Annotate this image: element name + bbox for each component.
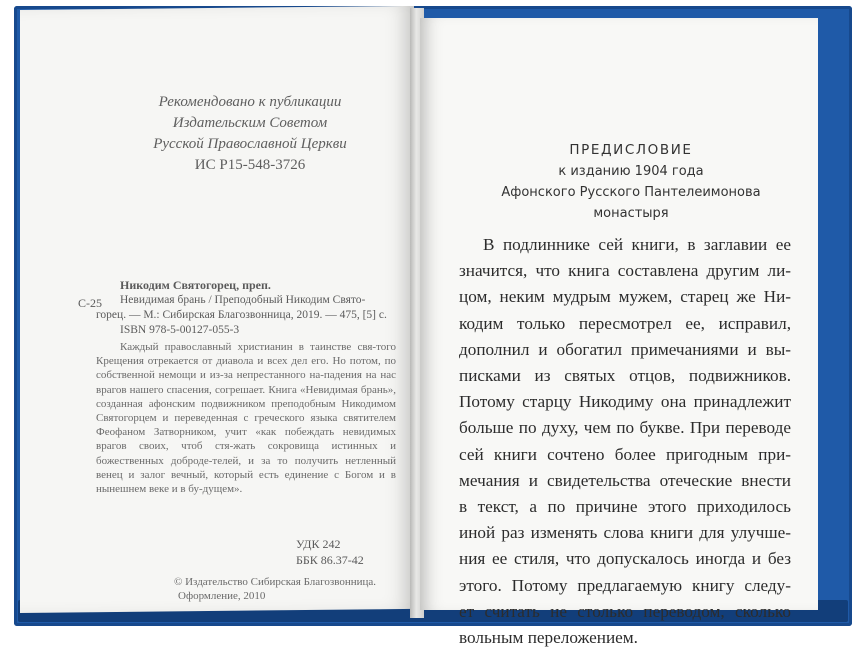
preface-subtitle: Афонского Русского Пантелеимонова: [501, 185, 761, 200]
body-line: вольным переложением.: [459, 628, 638, 648]
body-line: мечания и свидетельства отеческие внести: [459, 470, 791, 490]
copyright-line: © Издательство Сибирская Благозвонница.: [174, 576, 377, 588]
body-line: В подлиннике сей книги, в заглавии ее: [483, 235, 791, 254]
title-line: Невидимая брань / Преподобный Никодим Свято-: [120, 294, 366, 306]
body-line: значится, что книга составлена другим ли-: [459, 261, 791, 281]
author-line: Никодим Святогорец, преп.: [120, 278, 271, 292]
title-line: горец. — М.: Сибирская Благозвонница, 2019. — 475, [5] с.: [96, 309, 387, 321]
body-line: иной раз изменять слова книги для улучше-: [459, 523, 791, 543]
recommendation-code: ИС Р15-548-3726: [194, 157, 306, 173]
preface-title: ПРЕДИСЛОВИЕ: [569, 142, 693, 158]
isbn: ISBN 978-5-00127-055-3: [120, 324, 240, 336]
classification-code: С-25: [78, 296, 102, 310]
bibliographic-record: [78, 278, 396, 496]
publication-recommendation: [130, 92, 370, 176]
body-line: писками из святых отцов, подвижников.: [459, 366, 791, 386]
copyright-line: Оформление, 2010: [178, 590, 266, 602]
preface-heading: [486, 140, 776, 224]
body-line: в текст, а по причине этого приходилось: [459, 497, 791, 517]
body-line: больше по духу, чем по букве. При переводе: [459, 418, 791, 438]
preface-body: [459, 232, 791, 651]
body-line: ет считать не столько переводом, сколько: [459, 601, 791, 621]
classification-indices: [296, 536, 364, 568]
preface-subtitle: монастыря: [593, 206, 669, 221]
body-line: дополнил и обогатил примечаниями и вы-: [459, 339, 791, 359]
recommendation-line: Издательским Советом: [172, 115, 328, 131]
annotation: Каждый православный христианин в таинстве свя-того Крещения отрекается от диавола и всех дел его. Но потом, по собственной немощи и из-за непрестанного на-падения на нас врагов нашего спасения, согрешает. Книга «Невидимая брань», созданная афонским подвижником преподобным Никодимом Святогорцем и переведенная с греческого языка святителем Феофаном Затворником, учит «как побеждать невидимых врагов своих, чтоб стя-жать сокровища истинных и божественных доброде-телей, и за то получить нетленный венец и залог вечный, который есть единение с Богом и в нынешнем веке и в бу-дущем».: [96, 341, 396, 496]
body-line: ния ее стиля, что допускалось иногда и без: [459, 549, 791, 569]
body-line: цом, неким мудрым мужем, старец же Ни-: [459, 287, 791, 307]
recommendation-line: Русской Православной Церкви: [153, 136, 347, 152]
body-line: кодим только пересмотрел ее, исправил,: [459, 313, 791, 333]
bbk-code: ББК 86.37-42: [296, 553, 364, 567]
body-line: сей книги сочтено более пригодным при-: [459, 444, 791, 464]
body-line: этого. Потому предлагаемую книгу следу-: [459, 575, 791, 595]
body-line: Потому старцу Никодиму она принадлежит: [459, 392, 791, 412]
preface-subtitle: к изданию 1904 года: [558, 164, 704, 179]
copyright-notice: [174, 575, 376, 603]
recommendation-line: Рекомендовано к публикации: [158, 94, 342, 110]
udk-code: УДК 242: [296, 537, 341, 551]
